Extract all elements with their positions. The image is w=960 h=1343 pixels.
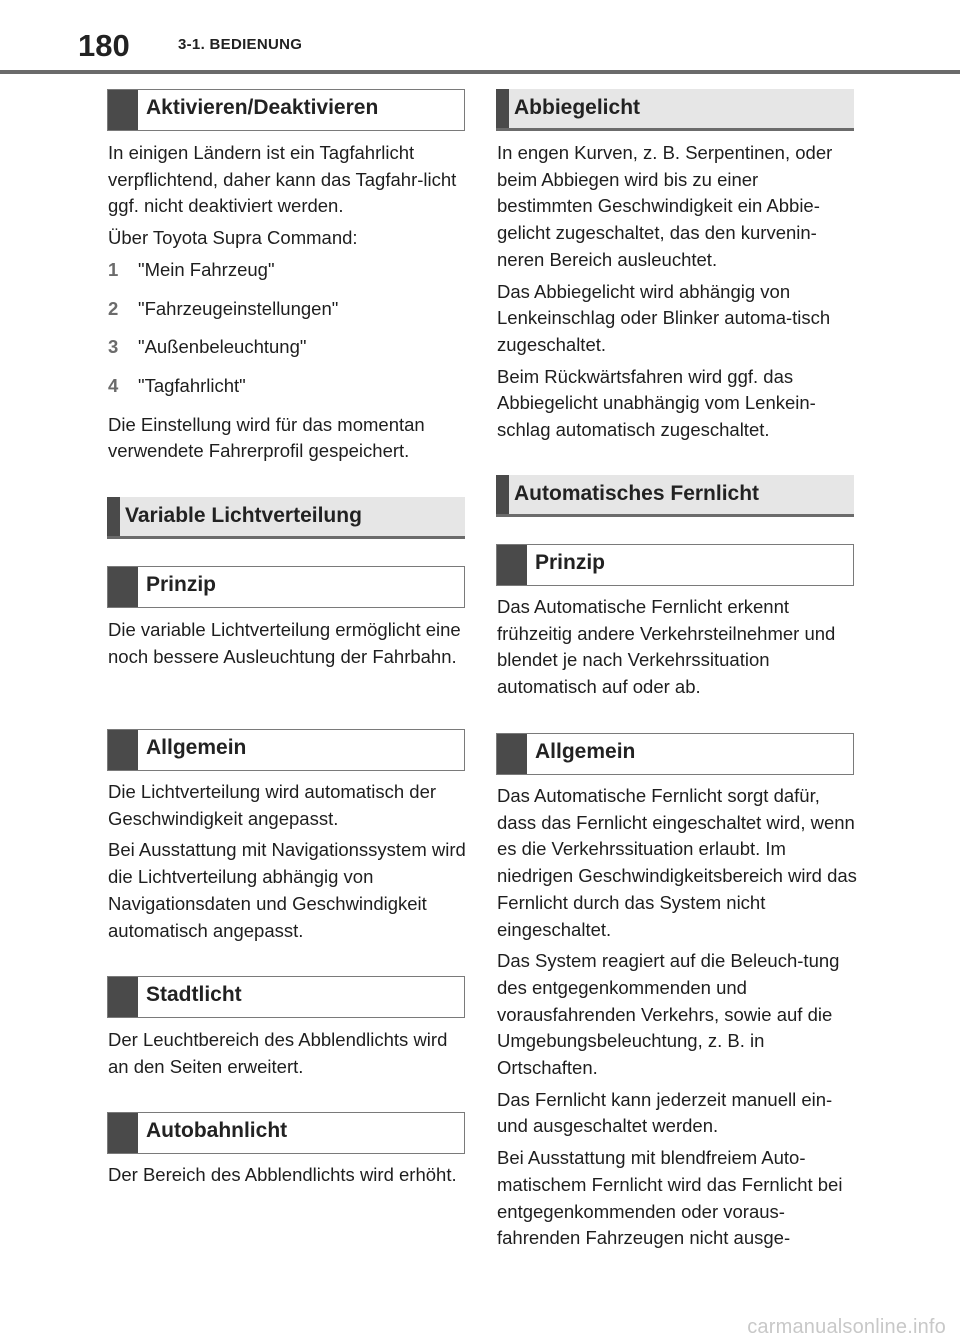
step-number: 4	[108, 374, 119, 396]
heading-marker	[108, 567, 138, 607]
step-item	[108, 373, 468, 400]
steps-list	[108, 257, 468, 400]
paragraph: Das Automatische Fernlicht erkennt frühzeitig andere Verkehrsteilnehmer und blendet je nach Verkehrssituation automatisch auf oder ab.	[497, 596, 836, 698]
heading-allgemein	[496, 733, 854, 775]
paragraph: Der Leuchtbereich des Abblendlichts wird an den Seiten erweitert.	[108, 1029, 448, 1077]
stadtlicht-body	[108, 1027, 468, 1085]
heading-marker	[108, 977, 138, 1017]
heading-aktivieren	[107, 89, 465, 131]
step-label: "Mein Fahrzeug"	[138, 258, 275, 280]
heading-autobahnlicht	[107, 1112, 465, 1154]
step-label: "Fahrzeugeinstellungen"	[138, 297, 339, 319]
watermark: carmanualsonline.info	[747, 1316, 946, 1338]
step-label: "Außenbeleuchtung"	[138, 336, 307, 358]
aktivieren-body	[108, 140, 468, 470]
heading-text: Abbiegelicht	[514, 96, 641, 119]
paragraph: Über Toyota Supra Command:	[108, 227, 358, 249]
paragraph: Der Bereich des Abblendlichts wird erhöht.	[108, 1164, 457, 1185]
heading-text: Prinzip	[146, 573, 217, 596]
prinzip-body	[108, 617, 468, 675]
allgemein-body	[108, 779, 468, 949]
step-item	[108, 257, 468, 284]
heading-text: Allgemein	[146, 736, 247, 759]
page-header	[0, 0, 960, 76]
paragraph: Bei Ausstattung mit Navigationssystem wird die Lichtverteilung abhängig von Navigationsdaten und Geschwindigkeit automatisch angepasst.	[108, 839, 466, 941]
heading-marker	[497, 734, 527, 774]
step-label: "Tagfahrlicht"	[138, 374, 246, 396]
step-number: 1	[108, 258, 119, 280]
heading-automatisches-fernlicht	[496, 475, 854, 517]
step-item	[108, 334, 468, 361]
heading-marker	[108, 90, 138, 130]
section-title: 3-1. BEDIENUNG	[178, 36, 303, 53]
header-rule	[0, 70, 960, 74]
heading-marker	[108, 730, 138, 770]
heading-marker	[496, 89, 509, 128]
heading-abbiegelicht	[496, 89, 854, 131]
heading-text: Aktivieren/Deaktivieren	[146, 96, 379, 119]
step-number: 2	[108, 297, 119, 319]
paragraph: Die Lichtverteilung wird automatisch der Geschwindigkeit angepasst.	[108, 781, 437, 829]
paragraph: Das Fernlicht kann jederzeit manuell ein- und ausgeschaltet werden.	[497, 1088, 833, 1137]
paragraph: Die Einstellung wird für das momentan verwendete Fahrerprofil gespeichert.	[108, 413, 425, 462]
heading-prinzip	[107, 566, 465, 608]
heading-allgemein	[107, 729, 465, 771]
heading-marker	[107, 497, 120, 536]
paragraph: In engen Kurven, z. B. Serpentinen, oder beim Abbiegen wird bis zu einer bestimmten Geschwindigkeit ein Abbie-gelicht zugeschaltet, das den kurvenin-neren Bereich ausleuchtet.	[497, 142, 833, 270]
heading-marker	[108, 1113, 138, 1153]
heading-text: Variable Lichtverteilung	[125, 504, 362, 527]
heading-text: Allgemein	[535, 740, 636, 763]
paragraph: Das System reagiert auf die Beleuch-tung des entgegenkommenden und vorausfahrenden Verkehrs, sowie auf die Umgebungsbeleuchtung, z. B. in Ortschaften.	[497, 950, 840, 1079]
heading-prinzip	[496, 544, 854, 586]
heading-text: Prinzip	[535, 551, 606, 574]
heading-marker	[497, 545, 527, 585]
paragraph: In einigen Ländern ist ein Tagfahrlicht verpflichtend, daher kann das Tagfahr-licht ggf. nicht deaktiviert werden.	[108, 142, 457, 217]
heading-stadtlicht	[107, 976, 465, 1018]
autobahnlicht-body	[108, 1162, 468, 1194]
paragraph: Bei Ausstattung mit blendfreiem Auto-matischem Fernlicht wird das Fernlicht bei entgegenkommenden oder voraus-fahrenden Fahrzeugen nicht ausge-	[497, 1147, 843, 1249]
heading-text: Autobahnlicht	[146, 1119, 288, 1142]
fernlicht-prinzip-body	[497, 594, 857, 706]
step-item	[108, 296, 468, 323]
fernlicht-allgemein-body	[497, 783, 857, 1257]
heading-variable-lichtverteilung	[107, 497, 465, 539]
paragraph: Das Automatische Fernlicht sorgt dafür, dass das Fernlicht eingeschaltet wird, wenn es die Verkehrssituation erlaubt. Im niedrigen Geschwindigkeitsbereich wird das Fernlicht durch das System nicht eingeschaltet.	[497, 785, 857, 940]
page-number: 180	[78, 28, 130, 63]
paragraph: Das Abbiegelicht wird abhängig von Lenkeinschlag oder Blinker automa-tisch zugeschaltet.	[497, 280, 831, 355]
paragraph: Die variable Lichtverteilung ermöglicht eine noch bessere Ausleuchtung der Fahrbahn.	[108, 619, 461, 667]
paragraph: Beim Rückwärtsfahren wird ggf. das Abbiegelicht unabhängig vom Lenkein-schlag automatisch zugeschaltet.	[497, 365, 816, 441]
abbiegelicht-body	[497, 140, 857, 449]
heading-text: Automatisches Fernlicht	[514, 482, 760, 505]
heading-marker	[496, 475, 509, 514]
heading-text: Stadtlicht	[146, 983, 242, 1006]
step-number: 3	[108, 336, 119, 358]
